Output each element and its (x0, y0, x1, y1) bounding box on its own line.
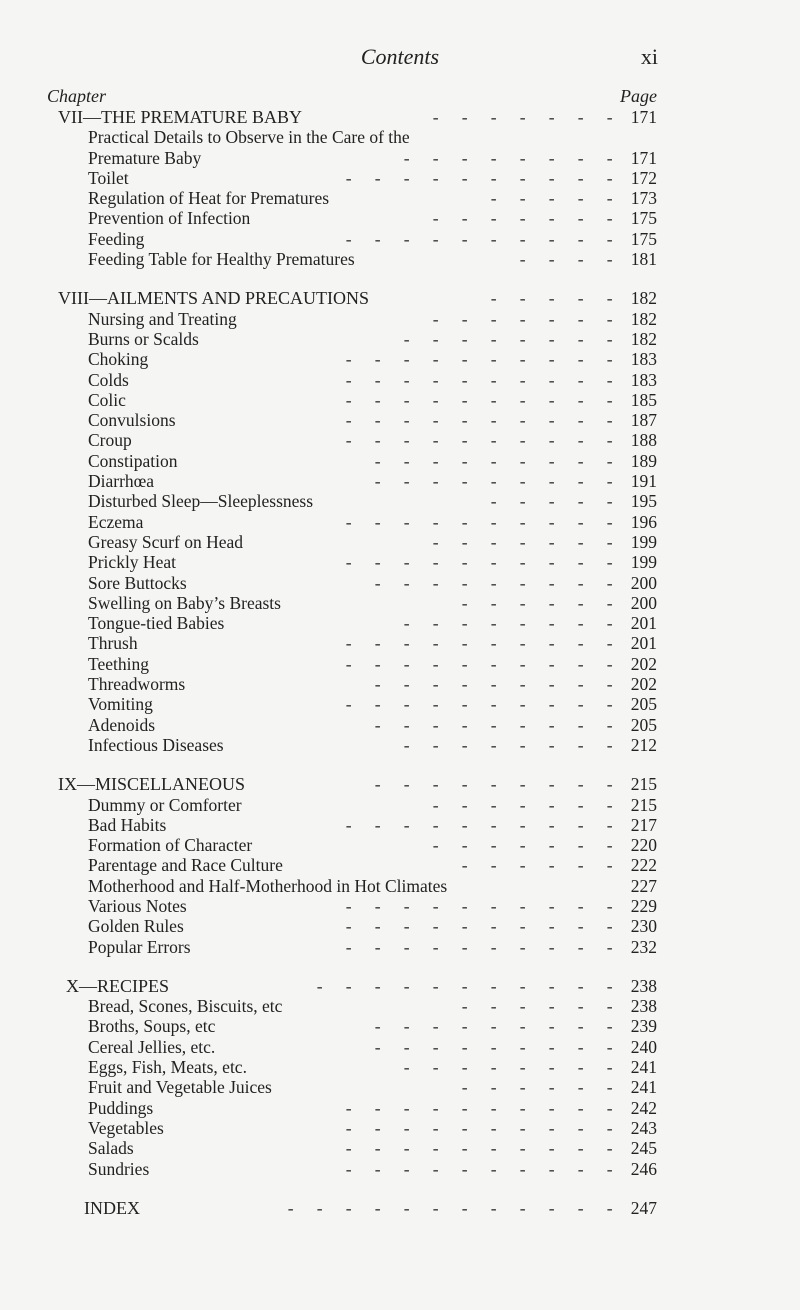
toc-entry[interactable] (0, 815, 800, 835)
entry-title: Thrush (88, 633, 138, 654)
entry-title: Disturbed Sleep—Sleeplessness (88, 491, 314, 512)
page-number: 215 (630, 794, 657, 815)
entry-title: Eczema (88, 511, 144, 532)
page-number: 247 (630, 1197, 657, 1218)
toc-entry[interactable] (0, 208, 800, 228)
dot-leader: - - - - - - - - - - - - (287, 1197, 622, 1218)
page-number: 173 (630, 188, 657, 209)
page-number: 187 (630, 410, 657, 431)
toc-entry[interactable] (0, 573, 800, 593)
page-number: 232 (630, 936, 657, 957)
dot-leader: - - - - - - - - - - (345, 228, 622, 249)
toc-entry[interactable] (0, 148, 800, 168)
dot-leader: - - - - - - - - - (374, 774, 622, 795)
dot-leader: - - - - - - - - (403, 147, 622, 168)
entry-title: Teething (88, 653, 149, 674)
toc-entry[interactable] (0, 654, 800, 674)
section-gap (0, 269, 800, 288)
entry-title: Fruit and Vegetable Juices (88, 1077, 272, 1098)
entry-title: Bad Habits (88, 814, 167, 835)
dot-leader: - - - - - - - (432, 208, 622, 229)
entry-title: Swelling on Baby’s Breasts (88, 592, 281, 613)
entry-title: Broths, Soups, etc (88, 1016, 216, 1037)
dot-leader: - - - - - - - - - (374, 471, 622, 492)
toc-entry[interactable] (0, 674, 800, 694)
chapter-heading[interactable] (0, 976, 800, 996)
entry-title: Sore Buttocks (88, 572, 187, 593)
entry-title: Choking (88, 349, 149, 370)
toc-entry[interactable] (0, 1118, 800, 1138)
page-header (0, 44, 800, 74)
chapter-heading[interactable] (0, 288, 800, 308)
entry-title: Premature Baby (88, 147, 202, 168)
dot-leader: - - - - - - (461, 1077, 622, 1098)
dot-leader: - - - - - - - - - - (345, 1158, 622, 1179)
dot-leader: - - - - - - - - - - (345, 167, 622, 188)
entry-title: Convulsions (88, 410, 176, 431)
toc-entry[interactable] (0, 512, 800, 532)
toc-entry[interactable] (0, 694, 800, 714)
page-number: 243 (630, 1117, 657, 1138)
toc-entry[interactable] (0, 451, 800, 471)
dot-leader: - - - - - - - - (403, 613, 622, 634)
entry-title: Tongue-tied Babies (88, 613, 225, 634)
toc-entry[interactable] (0, 309, 800, 329)
page-number: 238 (630, 975, 657, 996)
page-number: 189 (630, 450, 657, 471)
chapter-title: IX—MISCELLANEOUS (58, 774, 245, 795)
toc-entry[interactable] (0, 329, 800, 349)
page-number: 238 (630, 996, 657, 1017)
toc-entry[interactable] (0, 633, 800, 653)
toc-entry[interactable] (0, 1037, 800, 1057)
toc-entry[interactable] (0, 349, 800, 369)
toc-entry[interactable] (0, 855, 800, 875)
page-number: 205 (630, 694, 657, 715)
entry-title: Practical Details to Observe in the Care of the (88, 127, 410, 148)
toc-entry[interactable] (0, 795, 800, 815)
page-number: 227 (630, 875, 657, 896)
page-number: 217 (630, 814, 657, 835)
entry-title: Regulation of Heat for Prematures (88, 188, 330, 209)
entry-title: Dummy or Comforter (88, 794, 242, 815)
entry-title: Salads (88, 1138, 134, 1159)
page-number: 215 (630, 774, 657, 795)
dot-leader: - - - - - - - - - (374, 450, 622, 471)
page-number: 230 (630, 916, 657, 937)
page-number: 195 (630, 491, 657, 512)
chapter-heading[interactable] (0, 107, 800, 127)
page-number: 199 (630, 531, 657, 552)
toc-entry[interactable] (0, 1138, 800, 1158)
dot-leader: - - - - - - - - (403, 1057, 622, 1078)
toc-entry[interactable] (0, 410, 800, 430)
dot-leader: - - - - - - - - - - (345, 430, 622, 451)
toc-entry[interactable] (0, 916, 800, 936)
dot-leader: - - - - (519, 249, 622, 270)
chapter-column-heading: Chapter (47, 86, 107, 106)
entry-title: Various Notes (88, 895, 187, 916)
entry-title: Vegetables (88, 1117, 164, 1138)
toc-entry[interactable] (0, 1057, 800, 1077)
toc-entry[interactable] (0, 835, 800, 855)
toc-entry[interactable] (0, 390, 800, 410)
toc-entry[interactable] (0, 127, 800, 147)
dot-leader: - - - - - - - - - - (345, 916, 622, 937)
toc-entry[interactable] (0, 613, 800, 633)
entry-title: Vomiting (88, 694, 153, 715)
page-number: 182 (630, 308, 657, 329)
dot-leader: - - - - - - (461, 996, 622, 1017)
page-number: 183 (630, 369, 657, 390)
page-number: 182 (630, 328, 657, 349)
dot-leader: - - - - - - - (432, 794, 622, 815)
dot-leader: - - - - - - - - - - (345, 389, 622, 410)
index-entry[interactable] (0, 1198, 800, 1218)
page-number: 183 (630, 349, 657, 370)
section-gap (0, 957, 800, 976)
toc-entry[interactable] (0, 896, 800, 916)
dot-leader: - - - - - - - - - - (345, 552, 622, 573)
section-gap (0, 755, 800, 774)
toc-entry[interactable] (0, 188, 800, 208)
page-number: 175 (630, 208, 657, 229)
dot-leader: - - - - - - - - - - (345, 895, 622, 916)
dot-leader: - - - - - (490, 491, 622, 512)
section-gap (0, 1179, 800, 1198)
toc-entry[interactable] (0, 1077, 800, 1097)
entry-title: Puddings (88, 1097, 154, 1118)
chapter-heading[interactable] (0, 774, 800, 794)
page-number: 191 (630, 471, 657, 492)
dot-leader: - - - - - - - - - - - (316, 975, 622, 996)
page-number: 229 (630, 895, 657, 916)
page-number: 185 (630, 389, 657, 410)
page-number: 202 (630, 674, 657, 695)
dot-leader: - - - - - - (461, 592, 622, 613)
table-of-contents (0, 107, 800, 1218)
dot-leader: - - - - - (490, 288, 622, 309)
dot-leader: - - - - - - - - - - (345, 1097, 622, 1118)
dot-leader: - - - - - - - - - - (345, 936, 622, 957)
page-number: 171 (630, 107, 657, 127)
toc-entry[interactable] (0, 1016, 800, 1036)
dot-leader: - - - - - - - - (403, 328, 622, 349)
page-number: 200 (630, 572, 657, 593)
toc-entry[interactable] (0, 593, 800, 613)
toc-entry[interactable] (0, 552, 800, 572)
page-number: 212 (630, 734, 657, 755)
page-number: 239 (630, 1016, 657, 1037)
toc-entry[interactable] (0, 1159, 800, 1179)
entry-title: Colic (88, 389, 126, 410)
toc-entry[interactable] (0, 471, 800, 491)
page-number: 201 (630, 613, 657, 634)
toc-entry[interactable] (0, 491, 800, 511)
dot-leader: - - - - - - - - - (374, 714, 622, 735)
entry-title: Diarrhœa (88, 471, 155, 492)
page-number: 196 (630, 511, 657, 532)
page-number: 200 (630, 592, 657, 613)
dot-leader: - - - - - - - - - - (345, 653, 622, 674)
entry-title: Croup (88, 430, 132, 451)
page-number: 242 (630, 1097, 657, 1118)
page-number: 172 (630, 167, 657, 188)
running-title: Contents (360, 44, 440, 69)
page-number: 205 (630, 714, 657, 735)
page-folio: xi (640, 44, 658, 69)
page-number: 246 (630, 1158, 657, 1179)
entry-title: Prickly Heat (88, 552, 176, 573)
entry-title: Formation of Character (88, 835, 253, 856)
entry-title: Infectious Diseases (88, 734, 224, 755)
page-number: 245 (630, 1138, 657, 1159)
toc-entry[interactable] (0, 532, 800, 552)
dot-leader: - - - - - - - - - - (345, 410, 622, 431)
toc-entry[interactable] (0, 996, 800, 1016)
toc-entry[interactable] (0, 937, 800, 957)
toc-entry[interactable] (0, 249, 800, 269)
entry-title: Burns or Scalds (88, 328, 199, 349)
entry-title: Feeding (88, 228, 145, 249)
dot-leader: - - - - - - - - - (374, 674, 622, 695)
page-number: 171 (630, 147, 657, 168)
entry-title: Toilet (88, 167, 129, 188)
entry-title: Nursing and Treating (88, 308, 237, 329)
dot-leader: - - - - - - - (432, 308, 622, 329)
entry-title: Cereal Jellies, etc. (88, 1036, 216, 1057)
page-number: 201 (630, 633, 657, 654)
entry-title: Prevention of Infection (88, 208, 251, 229)
page-number: 199 (630, 552, 657, 573)
page-number: 182 (630, 288, 657, 309)
entry-title: Constipation (88, 450, 178, 471)
dot-leader: - - - - - - - - - (374, 572, 622, 593)
entry-title: Motherhood and Half-Motherhood in Hot Climates (88, 875, 448, 896)
page-number: 222 (630, 855, 657, 876)
dot-leader: - - - - - - - - - - (345, 511, 622, 532)
toc-entry[interactable] (0, 715, 800, 735)
chapter-title: VII—THE PREMATURE BABY (58, 107, 303, 127)
entry-title: Greasy Scurf on Head (88, 531, 244, 552)
toc-entry[interactable] (0, 229, 800, 249)
entry-title: Threadworms (88, 674, 186, 695)
dot-leader: - - - - - - - (432, 835, 622, 856)
chapter-title: X—RECIPES (66, 975, 170, 996)
page-number: 175 (630, 228, 657, 249)
page-number: 241 (630, 1057, 657, 1078)
dot-leader: - - - - - - - (432, 107, 622, 127)
entry-title: Colds (88, 369, 129, 390)
dot-leader: - - - - - - - - - - (345, 349, 622, 370)
dot-leader: - - - - - - (461, 855, 622, 876)
entry-title: Parentage and Race Culture (88, 855, 283, 876)
dot-leader: - - - - - - - - - - (345, 1138, 622, 1159)
toc-entry[interactable] (0, 1098, 800, 1118)
dot-leader: - - - - - - - - - - (345, 633, 622, 654)
toc-entry[interactable] (0, 735, 800, 755)
entry-title: Adenoids (88, 714, 156, 735)
toc-entry[interactable] (0, 168, 800, 188)
entry-title: Golden Rules (88, 916, 184, 937)
page-number: 220 (630, 835, 657, 856)
entry-title: Bread, Scones, Biscuits, etc (88, 996, 283, 1017)
page-number: 181 (630, 249, 657, 270)
entry-title: Feeding Table for Healthy Prematures (88, 249, 355, 270)
toc-entry[interactable] (0, 430, 800, 450)
dot-leader: - - - - - - - - - - (345, 1117, 622, 1138)
dot-leader: - - - - - - - - - - (345, 369, 622, 390)
toc-entry[interactable] (0, 370, 800, 390)
dot-leader: - - - - - - - - - - (345, 694, 622, 715)
page-column-heading: Page (620, 86, 657, 106)
dot-leader: - - - - - - - - - - (345, 814, 622, 835)
dot-leader: - - - - - - - - - (374, 1016, 622, 1037)
entry-title: Popular Errors (88, 936, 191, 957)
dot-leader: - - - - - - - - - (374, 1036, 622, 1057)
page-number: 202 (630, 653, 657, 674)
dot-leader: - - - - - - - - (403, 734, 622, 755)
index-title: INDEX (84, 1197, 140, 1218)
entry-title: Sundries (88, 1158, 150, 1179)
dot-leader: - - - - - - - (432, 531, 622, 552)
dot-leader: - - - - - (490, 188, 622, 209)
page-number: 240 (630, 1036, 657, 1057)
chapter-title: VIII—AILMENTS AND PRECAUTIONS (58, 288, 369, 309)
entry-title: Eggs, Fish, Meats, etc. (88, 1057, 247, 1078)
page-number: 188 (630, 430, 657, 451)
toc-entry[interactable] (0, 876, 800, 896)
page-number: 241 (630, 1077, 657, 1098)
